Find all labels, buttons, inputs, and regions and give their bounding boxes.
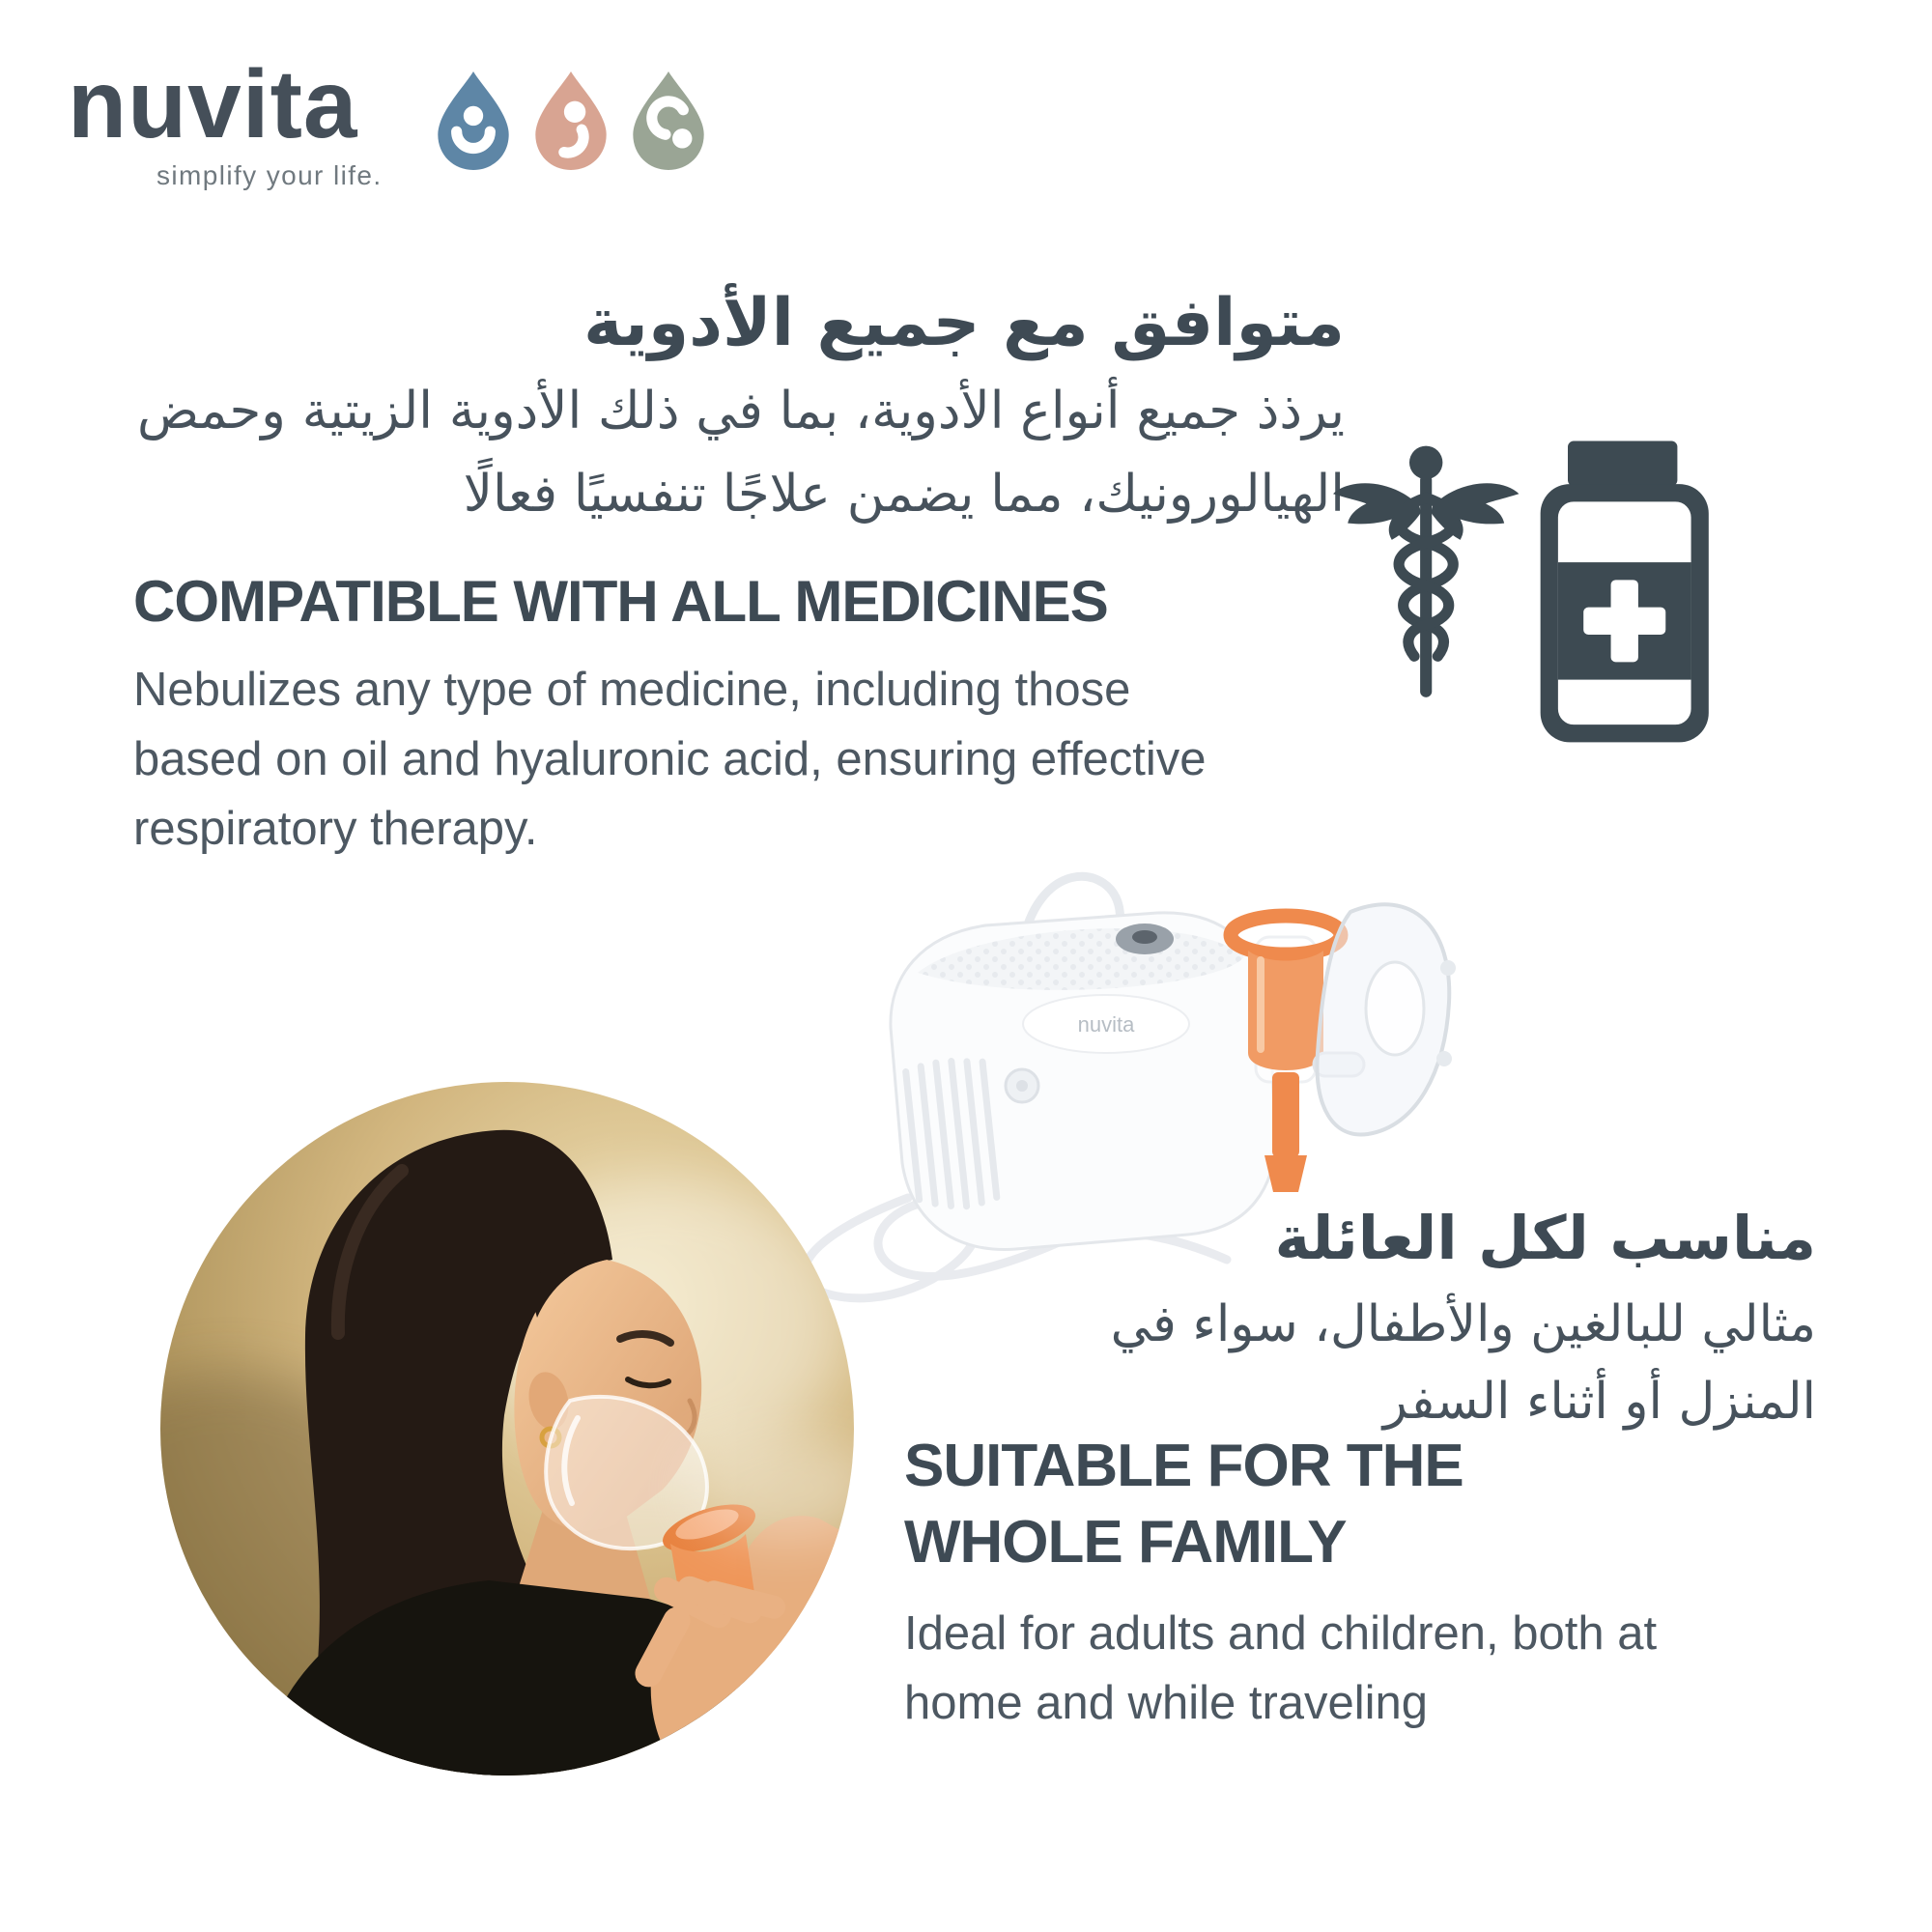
droplet-salmon-icon — [534, 70, 608, 172]
caduceus-medicine-bottle-icon — [1333, 437, 1724, 751]
family-body-ar-line2: المنزل أو أثناء السفر — [1382, 1373, 1816, 1432]
family-title-en-line1: SUITABLE FOR THE — [904, 1433, 1463, 1499]
medicines-body-ar — [70, 370, 1345, 536]
section-medicines-english — [133, 565, 1370, 864]
medicines-body-en-line3: respiratory therapy. — [133, 802, 538, 855]
section-medicines-arabic — [70, 282, 1345, 536]
brand-droplets — [437, 70, 705, 172]
family-body-en-line1: Ideal for adults and children, both at — [904, 1606, 1658, 1660]
medicines-body-ar-line1: يرذذ جميع أنواع الأدوية، بما في ذلك الأدوية الزيتية وحمض — [136, 382, 1345, 440]
droplet-blue-icon — [437, 70, 510, 172]
family-body-en-line2: home and while traveling — [904, 1676, 1429, 1729]
medicines-body-ar-line2: الهيالورونيك، مما يضمن علاجًا تنفسيًا فعالًا — [463, 464, 1345, 524]
logo-tagline: simplify your life. — [156, 160, 383, 190]
family-title-en — [904, 1428, 1812, 1581]
medicines-title-ar: متوافق مع جميع الأدوية — [583, 285, 1345, 361]
family-body-ar-line1: مثالي للبالغين والأطفال، سواء في — [1110, 1294, 1816, 1353]
section-family-arabic — [908, 1201, 1816, 1441]
family-body-ar — [908, 1286, 1816, 1441]
brand-logo — [68, 50, 383, 191]
medicines-title-en: COMPATIBLE WITH ALL MEDICINES — [133, 569, 1108, 634]
medicines-body-en-line1: Nebulizes any type of medicine, including those — [133, 663, 1131, 716]
droplet-sage-icon — [632, 70, 705, 172]
logo-text: nuvita — [68, 50, 358, 158]
family-title-ar: مناسب لكل العائلة — [1274, 1203, 1816, 1273]
woman-nebulizer-photo — [160, 1082, 854, 1776]
family-title-en-line2: WHOLE FAMILY — [904, 1509, 1347, 1577]
family-body-en — [904, 1599, 1812, 1738]
product-label: nuvita — [1077, 1012, 1135, 1037]
medicines-body-en-line2: based on oil and hyaluronic acid, ensuring effective — [133, 732, 1207, 785]
section-family-english — [904, 1428, 1812, 1738]
